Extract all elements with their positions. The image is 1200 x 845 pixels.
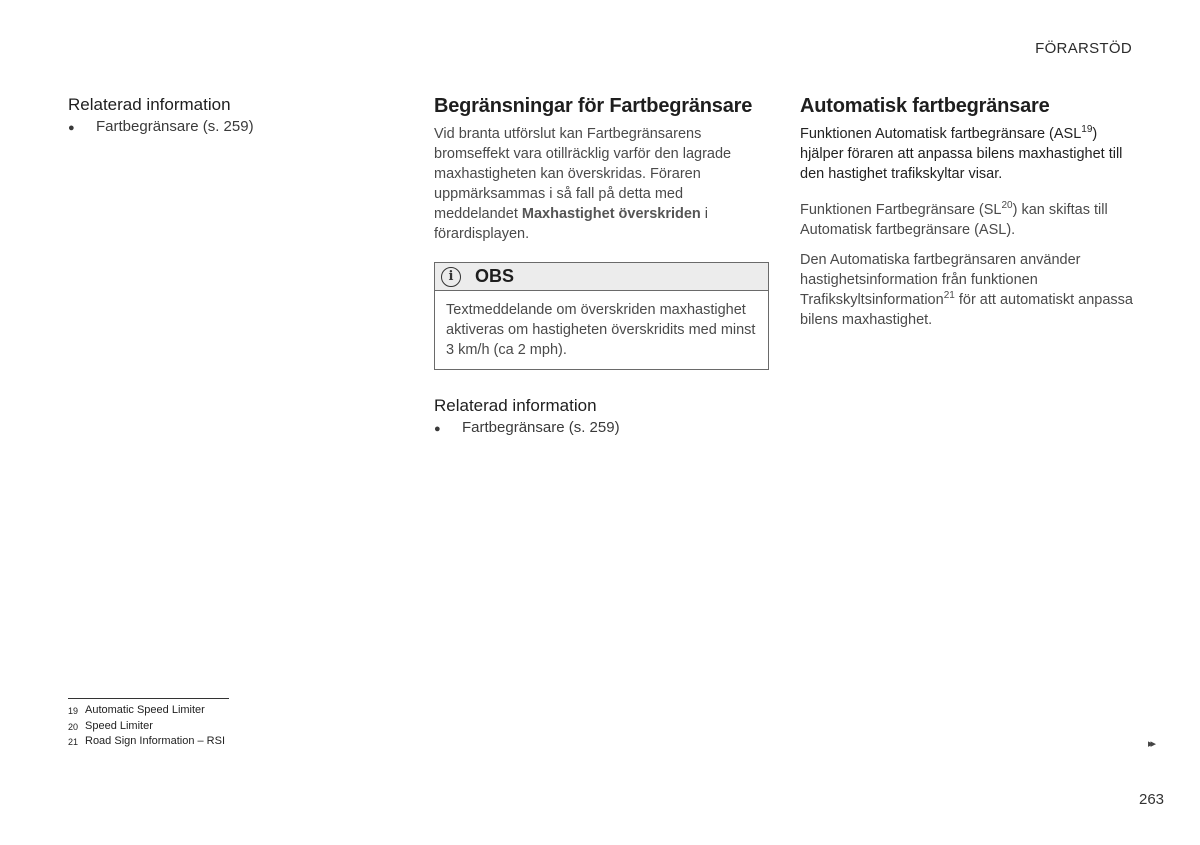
footnote-ref: 21 [943, 290, 955, 302]
note-header [435, 263, 768, 291]
column-left [68, 95, 368, 138]
related-info-heading: Relaterad information [434, 396, 597, 415]
footnote-ref: 19 [1081, 124, 1093, 136]
bullet-icon: ● [68, 122, 75, 134]
body-paragraph: Vid branta utförslut kan Fartbegränsarens bromseffekt vara otillräcklig varför den lagrade maxhastigheten kan överskridas. Föraren uppmärksammas i så fall på detta med meddelandet Maxhastighet överskriden i förardisplayen. [434, 126, 732, 242]
bullet-icon: ● [434, 423, 441, 435]
footnote-divider [68, 698, 229, 699]
related-link-text[interactable]: Fartbegränsare (s. 259) [462, 419, 620, 436]
footnote: 21 Road Sign Information – RSI [68, 735, 226, 747]
footnote: 19 Automatic Speed Limiter [68, 704, 205, 716]
note-title: OBS [475, 266, 515, 286]
section-title: Begränsningar för Fartbegränsare [434, 95, 753, 117]
lead-paragraph: Funktionen Automatisk fartbegränsare (ASL$^{19}$) hjälper föraren att anpassa bilens maxhastighet till den hastighet trafikskyltar visar. [800, 124, 1123, 182]
body-paragraph: Den Automatiska fartbegränsaren använder hastighetsinformation från funktionen Trafikskyltsinformation$^{21}$ för att automatiskt anpassa bilens maxhastighet. [800, 252, 1133, 328]
column-middle [434, 95, 769, 439]
related-link-text[interactable]: Fartbegränsare (s. 259) [96, 118, 254, 135]
message-highlight: Maxhastighet överskriden [521, 206, 701, 222]
double-arrow-right-icon[interactable]: ▸▸ [1148, 738, 1154, 750]
footnote-ref: 20 [1001, 200, 1013, 212]
page-number: 263 [1139, 791, 1165, 808]
body-paragraph: Funktionen Fartbegränsare (SL$^{20}$) kan skiftas till Automatisk fartbegränsare (ASL). [800, 200, 1108, 238]
column-right [800, 95, 1135, 340]
related-link[interactable] [434, 418, 769, 439]
footnotes [68, 703, 225, 750]
related-link[interactable] [68, 117, 368, 138]
note-box [434, 262, 769, 370]
section-title: Automatisk fartbegränsare [800, 95, 1050, 117]
footnote: 20 Speed Limiter [68, 719, 153, 732]
section-label: FÖRARSTÖD [1035, 40, 1132, 57]
related-info-heading: Relaterad information [68, 95, 231, 114]
note-body: Textmeddelande om överskriden maxhastighet aktiveras om hastigheten överskridits med minst 3 km/h (ca 2 mph). [446, 302, 756, 358]
info-icon: i [441, 267, 461, 287]
